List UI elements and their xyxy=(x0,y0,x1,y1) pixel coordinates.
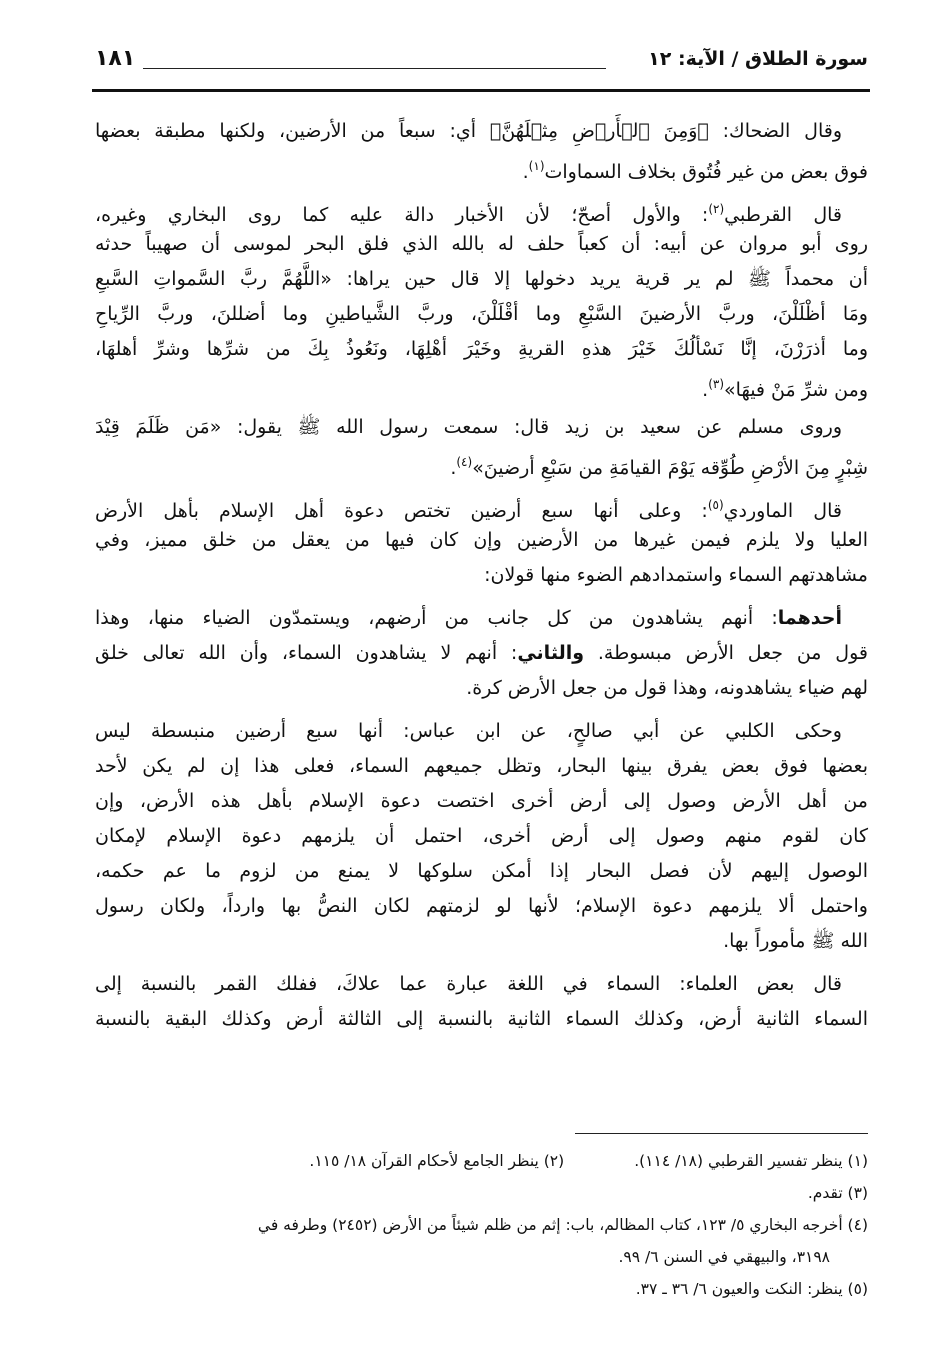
text-segment: قال بعض العلماء: السماء في اللغة عبارة عما علاكَ، ففلك القمر بالنسبة إلى xyxy=(95,973,842,995)
text-segment: لهم ضياء يشاهدونه، وهذا قول من جعل الأرض كرة. xyxy=(466,677,868,699)
footnote-reference: (٤) xyxy=(456,455,473,469)
footnote-reference: (٢) xyxy=(708,202,725,216)
text-line xyxy=(95,967,868,1002)
text-line xyxy=(95,297,868,332)
text-segment: العليا ولا يلزم فيمن غيرها من الأرضين وإن كان فيها من يعقل من خلق مميز، وفي xyxy=(95,529,868,551)
text-segment: كان لقوم منهم وصول إلى أرض أخرى، احتمل أن يلزمهم دعوة الإسلام لإمكان xyxy=(95,825,868,847)
text-line xyxy=(95,445,868,480)
text-segment: : أنهم لا يشاهدون السماء، وأن الله تعالى خلق xyxy=(95,642,518,664)
text-line xyxy=(95,262,868,297)
paragraph xyxy=(95,967,868,1037)
text-segment: قال القرطبي xyxy=(724,204,843,226)
text-segment: فوق بعض من غير فُتُوق بخلاف السماوات xyxy=(544,161,868,183)
text-segment: السماء الثانية أرض، وكذلك السماء الثانية بالنسبة إلى الثالثة أرض وكذلك البقية بالنسبة xyxy=(95,1008,868,1030)
paragraph xyxy=(95,488,868,593)
text-line xyxy=(95,192,868,227)
text-line xyxy=(95,367,868,402)
text-segment: . xyxy=(450,457,457,479)
running-header xyxy=(95,46,868,78)
text-segment: مشاهدتهم السماء واستمدادهم الضوء منها قولان: xyxy=(484,564,868,586)
footnote-separator xyxy=(575,1133,868,1134)
text-segment: وحكى الكلبي عن أبي صالحٍ، عن ابن عباس: أنها سبع أرضين منبسطة ليس xyxy=(95,720,842,742)
paragraph xyxy=(95,601,868,706)
text-line xyxy=(95,924,868,959)
page-number: ١٨١ xyxy=(95,46,136,71)
text-line xyxy=(95,819,868,854)
text-segment: روى أبو مروان عن أبيه: أن كعباً حلف له بالله الذي فلق البحر لموسى أن صهيباً حدثه xyxy=(95,233,868,255)
text-segment: الوصول إليهم لأن فصل البحار إذا أمكن سلوكها لا يمنع من لزوم ما عم حكمه، xyxy=(95,860,868,882)
paragraph xyxy=(95,410,868,480)
footnote-4-continued: ٣١٩٨، والبيهقي في السنن ٦/ ٩٩. xyxy=(618,1248,830,1266)
text-segment: : والأول أصحّ؛ لأن الأخبار دالة عليه كما روى البخاري وغيره، xyxy=(95,204,709,226)
paragraph xyxy=(95,714,868,959)
text-segment: من أهل الأرض وصول إلى أرض أخرى اختصت دعوة الإسلام بأهل هذه الأرض، وإن xyxy=(95,790,868,812)
footnote-4: (٤) أخرجه البخاري ٥/ ١٢٣، كتاب المظالم، باب: إثم من ظلم شيئاً من الأرض (٢٤٥٢) وطرفه في xyxy=(257,1216,868,1234)
header-title: سورة الطلاق / الآية: ١٢ xyxy=(648,48,868,70)
main-text xyxy=(95,114,868,1045)
text-line xyxy=(95,558,868,593)
text-segment: . xyxy=(702,379,709,401)
text-line xyxy=(95,784,868,819)
paragraph xyxy=(95,192,868,402)
text-line xyxy=(95,523,868,558)
footnote-3: (٣) تقدم. xyxy=(807,1184,868,1202)
text-segment: قال الماوردي xyxy=(723,500,842,522)
text-segment: . xyxy=(522,161,529,183)
text-segment: بعضها فوق بعض يفرق بينها البحار، وتظل جميعهم السماء، فعلى هذا إن لم يكن لأحد xyxy=(95,755,868,777)
footnote-5: (٥) ينظر: النكت والعيون ٦/ ٣٦ ـ ٣٧. xyxy=(635,1280,868,1298)
text-line xyxy=(95,488,868,523)
text-segment: الله ﷺ مأموراً بها. xyxy=(723,930,868,952)
text-segment: شِبْرٍ مِنَ الأرْضِ طُوِّقه يَوْمَ القيامَةِ من سَبْعِ أرضينَ» xyxy=(472,457,868,479)
text-segment: وقال الضحاك: ﴿وَمِنَ ٱلۡأَرۡضِ مِثۡلَهُنَّ﴾ أي: سبعاً من الأرضين، ولكنها مطبقة بعضها xyxy=(95,120,842,142)
text-line xyxy=(95,714,868,749)
text-line xyxy=(95,114,868,149)
text-line xyxy=(95,149,868,184)
text-segment: قول من جعل الأرض مبسوطة. xyxy=(584,642,868,664)
text-line xyxy=(95,854,868,889)
text-line xyxy=(95,889,868,924)
header-rule xyxy=(92,89,870,92)
text-line xyxy=(95,410,868,445)
text-line xyxy=(95,671,868,706)
footnote-2: (٢) ينظر الجامع لأحكام القرآن ١٨/ ١١٥. xyxy=(309,1152,565,1170)
bold-term: أحدهما xyxy=(777,607,842,629)
footnote-reference: (٥) xyxy=(707,498,724,512)
bold-term: والثاني xyxy=(517,642,585,664)
text-segment: : أنهم يشاهدون من كل جانب من أرضهم، ويستمدّون الضياء منها، وهذا xyxy=(95,607,778,629)
footnotes xyxy=(95,1145,868,1305)
paragraph xyxy=(95,114,868,184)
text-segment: وما أذرَرْنَ، إنَّا نَسْألُكَ خَيْرَ هذهِ القريةِ وخَيْرَ أهْلِهَا، ونَعُوذُ بِكَ من شرِّها وشرِّ أهلهَا، xyxy=(95,338,868,360)
text-segment: أن محمداً ﷺ لم ير قرية يريد دخولها إلا قال حين يراها: «اللَّهُمَّ ربَّ السَّمواتِ السَّبعِ xyxy=(95,268,868,290)
text-segment: ومن شرِّ مَنْ فيهَا» xyxy=(724,379,868,401)
text-line xyxy=(95,636,868,671)
text-line xyxy=(95,332,868,367)
footnote-reference: (٣) xyxy=(708,377,725,391)
text-line xyxy=(95,227,868,262)
text-segment: ومَا أظْلَلْنَ، وربَّ الأرضينَ السَّبْعِ وما أقْلَلْنَ، وربَّ الشَّياطينِ وما أضللنَ، وربَّ الرِّياحِ xyxy=(95,303,868,325)
footnote-row xyxy=(95,1145,868,1177)
text-segment: واحتمل ألا يلزمهم دعوة الإسلام؛ لأنها لو لزمتهم لكان النصُّ بها وارداً، ولكان رسول xyxy=(95,895,868,917)
footnote-1: (١) ينظر تفسير القرطبي (١٨/ ١١٤). xyxy=(634,1152,868,1170)
text-segment: وروى مسلم عن سعيد بن زيد قال: سمعت رسول الله ﷺ يقول: «مَن ظَلَمَ قِيْدَ xyxy=(95,416,842,438)
text-line xyxy=(95,1002,868,1037)
text-line xyxy=(95,749,868,784)
header-divider xyxy=(143,68,606,69)
footnote-reference: (١) xyxy=(528,159,545,173)
text-line xyxy=(95,601,868,636)
text-segment: : وعلى أنها سبع أرضين تختص دعوة أهل الإسلام بأهل الأرض xyxy=(95,500,708,522)
